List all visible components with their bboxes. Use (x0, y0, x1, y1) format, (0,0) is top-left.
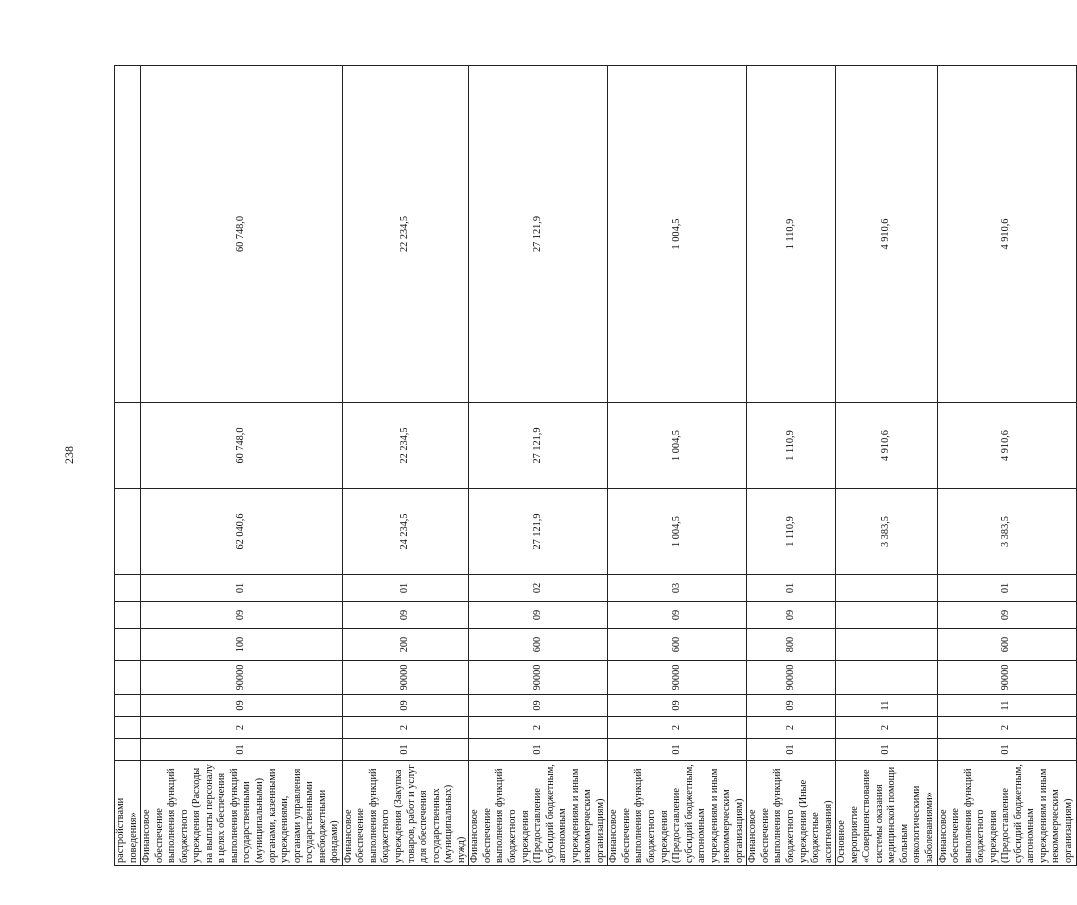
code-program: 01 (747, 739, 836, 761)
amount-year-2: 1 110,9 (747, 403, 836, 489)
table-row (469, 66, 608, 866)
code-direction: 90000 (141, 661, 343, 695)
amount-year-1: 62 040,6 (141, 489, 343, 575)
code-program: 01 (469, 739, 608, 761)
code-subprogram: 2 (141, 717, 343, 739)
code-expense-type (836, 629, 937, 661)
code-subprogram: 2 (342, 717, 468, 739)
page-number: 238 (62, 446, 76, 464)
table-row (747, 66, 836, 866)
amount-year-2: 60 748,0 (141, 403, 343, 489)
code-subsection: 01 (747, 575, 836, 602)
code-program (115, 739, 141, 761)
code-section: 09 (342, 602, 468, 629)
code-section: 09 (608, 602, 747, 629)
code-subsection: 01 (937, 575, 1076, 602)
row-name: растройствами поведения» (115, 761, 141, 866)
row-name: Финансовое обеспечение выполнения функций бюджетного учреждения (Расходы на выплаты персоналу в целях обеспечения выполнения функций государственными (муниципальными) органами, казенными учреждениями, органами управления государственными внебюджетными фондами) (141, 761, 343, 866)
amount-year-1: 1 004,5 (608, 489, 747, 575)
code-subprogram: 2 (469, 717, 608, 739)
amount-year-3 (115, 66, 141, 403)
budget-table (114, 65, 1077, 866)
amount-year-1: 24 234,5 (342, 489, 468, 575)
code-event: 11 (836, 695, 937, 717)
table-row (115, 66, 141, 866)
code-expense-type (115, 629, 141, 661)
amount-year-1: 3 383,5 (836, 489, 937, 575)
code-expense-type: 800 (747, 629, 836, 661)
amount-year-1: 27 121,9 (469, 489, 608, 575)
code-section: 09 (141, 602, 343, 629)
code-subsection: 01 (342, 575, 468, 602)
code-program: 01 (608, 739, 747, 761)
code-event: 09 (342, 695, 468, 717)
table-body (115, 66, 1077, 866)
amount-year-3: 60 748,0 (141, 66, 343, 403)
code-direction (836, 661, 937, 695)
code-expense-type: 600 (469, 629, 608, 661)
code-direction: 90000 (937, 661, 1076, 695)
code-section: 09 (937, 602, 1076, 629)
row-name: Финансовое обеспечение выполнения функций бюджетного учреждения (Предоставление субсидий бюджетным, автономным учреждениям и иным некоммерческим организациям) (469, 761, 608, 866)
row-name: Финансовое обеспечение выполнения функций бюджетного учреждения (Предоставление субсидий бюджетным, автономным учреждениям и иным некоммерческим организациям) (937, 761, 1076, 866)
code-direction: 90000 (342, 661, 468, 695)
amount-year-3: 22 234,5 (342, 66, 468, 403)
amount-year-3: 1 004,5 (608, 66, 747, 403)
code-event: 11 (937, 695, 1076, 717)
code-program: 01 (342, 739, 468, 761)
row-name: Основное мероприятие «Совершенствование системы оказания медицинской помощи больным онкологическими заболеваниями» (836, 761, 937, 866)
code-direction (115, 661, 141, 695)
code-subprogram (115, 717, 141, 739)
code-event (115, 695, 141, 717)
code-subsection: 03 (608, 575, 747, 602)
code-subsection (836, 575, 937, 602)
code-subsection: 02 (469, 575, 608, 602)
amount-year-2: 4 910,6 (836, 403, 937, 489)
amount-year-3: 4 910,6 (937, 66, 1076, 403)
table-row (141, 66, 343, 866)
amount-year-3: 4 910,6 (836, 66, 937, 403)
code-event: 09 (141, 695, 343, 717)
code-expense-type: 600 (937, 629, 1076, 661)
amount-year-3: 1 110,9 (747, 66, 836, 403)
amount-year-2 (115, 403, 141, 489)
code-subprogram: 2 (608, 717, 747, 739)
code-subprogram: 2 (937, 717, 1076, 739)
code-program: 01 (937, 739, 1076, 761)
amount-year-3: 27 121,9 (469, 66, 608, 403)
code-direction: 90000 (747, 661, 836, 695)
amount-year-2: 1 004,5 (608, 403, 747, 489)
amount-year-2: 4 910,6 (937, 403, 1076, 489)
rotated-table-wrapper (114, 66, 1075, 866)
code-section: 09 (747, 602, 836, 629)
amount-year-2: 22 234,5 (342, 403, 468, 489)
code-section (836, 602, 937, 629)
code-section (115, 602, 141, 629)
code-direction: 90000 (608, 661, 747, 695)
amount-year-1 (115, 489, 141, 575)
table-row (937, 66, 1076, 866)
code-program: 01 (836, 739, 937, 761)
code-subsection (115, 575, 141, 602)
amount-year-1: 1 110,9 (747, 489, 836, 575)
row-name: Финансовое обеспечение выполнения функций бюджетного учреждения (Предоставление субсидий бюджетным, автономным учреждениям и иным некоммерческим организациям) (608, 761, 747, 866)
amount-year-2: 27 121,9 (469, 403, 608, 489)
row-name: Финансовое обеспечение выполнения функций бюджетного учреждения (Иные бюджетные ассигнования) (747, 761, 836, 866)
code-subprogram: 2 (747, 717, 836, 739)
table-row (836, 66, 937, 866)
code-subsection: 01 (141, 575, 343, 602)
table-row (608, 66, 747, 866)
code-event: 09 (469, 695, 608, 717)
code-event: 09 (608, 695, 747, 717)
code-event: 09 (747, 695, 836, 717)
code-section: 09 (469, 602, 608, 629)
table-row (342, 66, 468, 866)
amount-year-1: 3 383,5 (937, 489, 1076, 575)
code-expense-type: 100 (141, 629, 343, 661)
code-direction: 90000 (469, 661, 608, 695)
code-subprogram: 2 (836, 717, 937, 739)
code-expense-type: 600 (608, 629, 747, 661)
row-name: Финансовое обеспечение выполнения функций бюджетного учреждения (Закупка товаров, работ и услуг для обеспечения государственных (муниципальных) нужд) (342, 761, 468, 866)
code-program: 01 (141, 739, 343, 761)
code-expense-type: 200 (342, 629, 468, 661)
